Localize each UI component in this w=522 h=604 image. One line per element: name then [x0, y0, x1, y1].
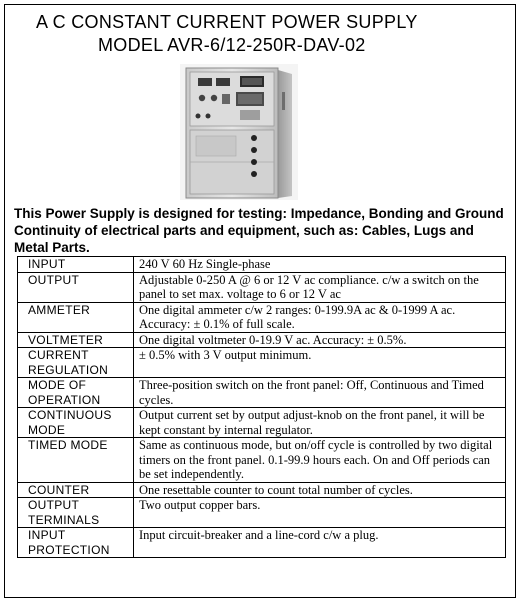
- spec-value: One resettable counter to count total number of cycles.: [134, 482, 506, 498]
- spec-value: Output current set by output adjust-knob on the front panel, it will be kept constant by internal regulator.: [134, 408, 506, 438]
- spec-label: OUTPUT: [18, 272, 134, 302]
- spec-value: Same as continuous mode, but on/off cycle is controlled by two digital timers on the front panel. 0.1-99.9 hours each. On and Off periods can be set independently.: [134, 438, 506, 483]
- spec-value: One digital voltmeter 0-19.9 V ac. Accuracy: ± 0.5%.: [134, 332, 506, 348]
- spec-value: Two output copper bars.: [134, 498, 506, 528]
- spec-value: Three-position switch on the front panel: Off, Continuous and Timed cycles.: [134, 378, 506, 408]
- specifications-table: [17, 256, 506, 558]
- spec-row: [18, 408, 506, 438]
- document-title: A C CONSTANT CURRENT POWER SUPPLY: [36, 12, 418, 32]
- spec-label: AMMETER: [18, 302, 134, 332]
- spec-label: INPUT: [18, 257, 134, 273]
- spec-value: ± 0.5% with 3 V output minimum.: [134, 348, 506, 378]
- spec-label: VOLTMETER: [18, 332, 134, 348]
- spec-label: INPUT PROTECTION: [18, 528, 134, 558]
- spec-label: MODE OF OPERATION: [18, 378, 134, 408]
- spec-label: CONTINUOUS MODE: [18, 408, 134, 438]
- power-supply-photo: [180, 64, 298, 200]
- spec-row: [18, 528, 506, 558]
- spec-label: TIMED MODE: [18, 438, 134, 483]
- spec-label: OUTPUT TERMINALS: [18, 498, 134, 528]
- spec-value: Input circuit-breaker and a line-cord c/w a plug.: [134, 528, 506, 558]
- spec-value: One digital ammeter c/w 2 ranges: 0-199.9A ac & 0-1999 A ac. Accuracy: ± 0.1% of full scale.: [134, 302, 506, 332]
- spec-label: CURRENT REGULATION: [18, 348, 134, 378]
- spec-row: [18, 378, 506, 408]
- spec-row: [18, 482, 506, 498]
- spec-row: [18, 348, 506, 378]
- spec-row: [18, 302, 506, 332]
- spec-row: [18, 257, 506, 273]
- spec-row: [18, 438, 506, 483]
- spec-value: Adjustable 0-250 A @ 6 or 12 V ac compliance. c/w a switch on the panel to set max. voltage to 6 or 12 V ac: [134, 272, 506, 302]
- spec-row: [18, 332, 506, 348]
- spec-value: 240 V 60 Hz Single-phase: [134, 257, 506, 273]
- spec-row: [18, 272, 506, 302]
- model-number: MODEL AVR-6/12-250R-DAV-02: [98, 35, 366, 55]
- intro-paragraph: This Power Supply is designed for testing: Impedance, Bonding and Ground Continuity of electrical parts and equipment, such as: Cables, Lugs and Metal Parts.: [14, 206, 504, 255]
- spec-row: [18, 498, 506, 528]
- spec-label: COUNTER: [18, 482, 134, 498]
